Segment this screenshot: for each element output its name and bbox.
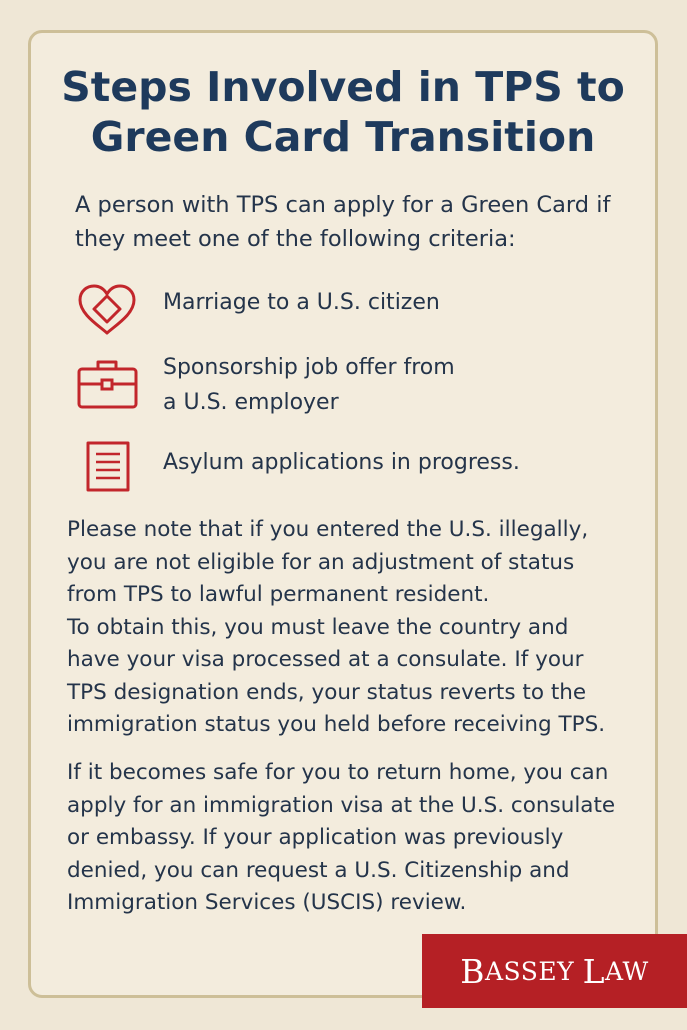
note-line: TPS designation ends, your status reverts to the — [67, 679, 587, 705]
title-text: Steps Involved in TPS to Green Card Transition — [61, 63, 625, 161]
return-line: If it becomes safe for you to return home, you can — [67, 760, 609, 785]
heart-icon — [74, 282, 140, 338]
return-line: or embassy. If your application was previously — [67, 825, 564, 850]
return-line: apply for an immigration visa at the U.S. consulate — [67, 792, 616, 818]
return-line: denied, you can request a U.S. Citizenship and — [67, 857, 570, 883]
intro-text: A person with TPS can apply for a Green Card if they meet one of the following criteria: — [75, 192, 611, 252]
logo-initial-b: B — [460, 951, 485, 991]
criteria-label: Marriage to a U.S. citizen — [163, 290, 440, 315]
note-line: To obtain this, you must leave the country and — [67, 614, 569, 640]
logo-text-aw: AW — [605, 956, 649, 986]
return-home-paragraph — [67, 757, 657, 920]
note-line: immigration status you held before receiving TPS. — [67, 712, 606, 737]
bassey-law-logo — [422, 934, 687, 1008]
note-line: have your visa processed at a consulate. If your — [67, 647, 584, 672]
criteria-label-line-1: Sponsorship job offer from — [163, 355, 455, 380]
note-line: from TPS to lawful permanent resident. — [67, 582, 490, 607]
note-line: Please note that if you entered the U.S. illegally, — [67, 517, 589, 542]
page-title — [28, 62, 658, 162]
return-line: Immigration Services (USCIS) review. — [67, 890, 467, 915]
briefcase-icon — [74, 355, 140, 411]
logo-text-assey: ASSEY — [485, 956, 583, 986]
eligibility-note — [67, 514, 657, 742]
document-icon — [74, 440, 140, 496]
note-line: you are not eligible for an adjustment of status — [67, 549, 575, 575]
criteria-label: Asylum applications in progress. — [163, 450, 520, 475]
logo-initial-l: L — [582, 951, 605, 991]
criteria-label-line-2: a U.S. employer — [163, 390, 339, 415]
